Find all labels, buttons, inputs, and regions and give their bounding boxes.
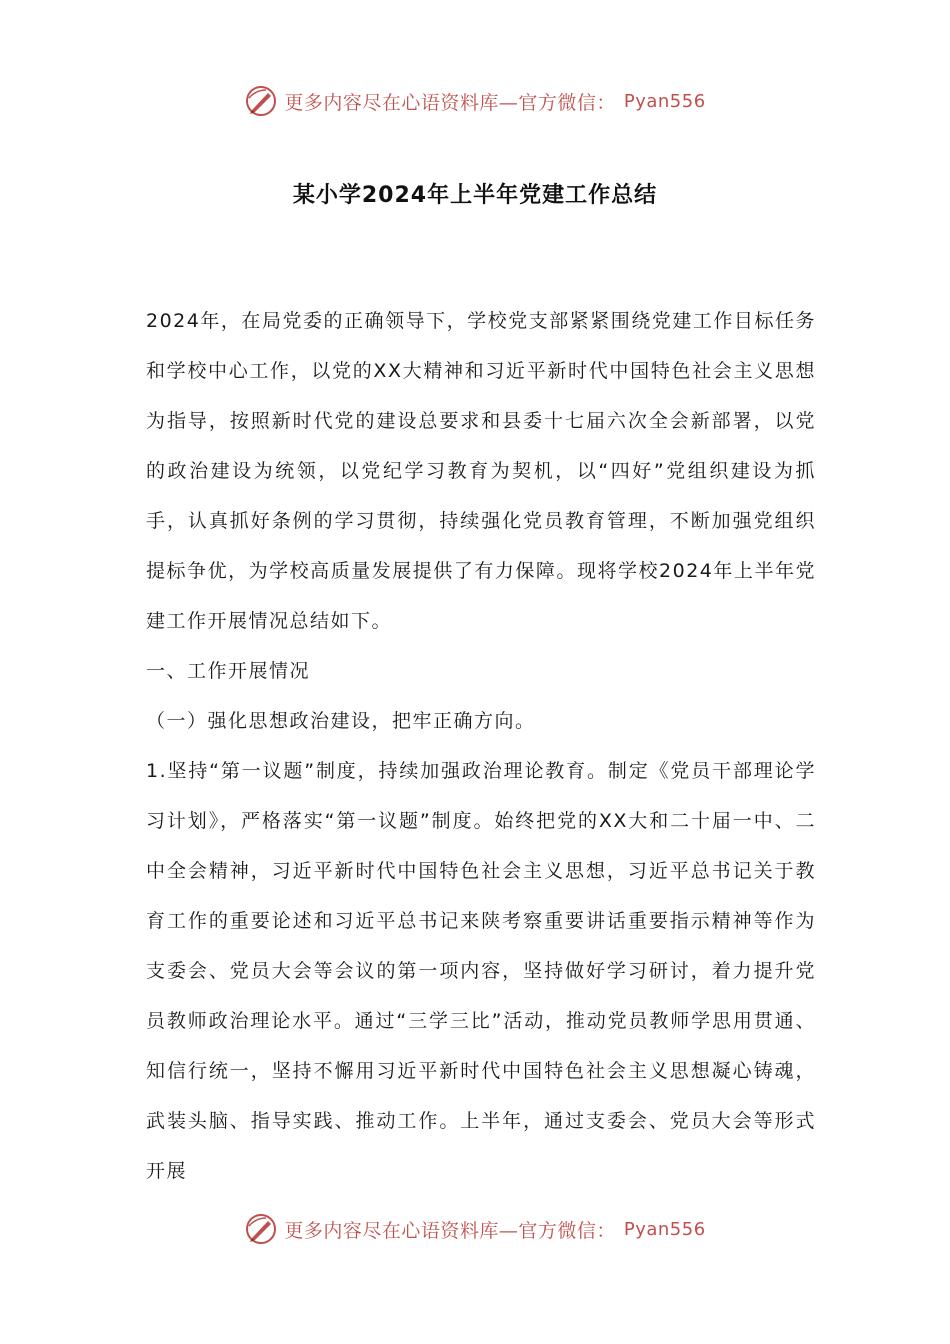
- document-title: 某小学2024年上半年党建工作总结: [292, 183, 658, 208]
- section-heading: 一、工作开展情况: [146, 660, 311, 682]
- subsection-heading: （一）强化思想政治建设，把牢正确方向。: [146, 710, 536, 732]
- pen-logo-icon: [244, 84, 278, 118]
- pen-logo-icon: [244, 1212, 278, 1246]
- intro-paragraph: 2024年，在局党委的正确领导下，学校党支部紧紧围绕党建工作目标任务和学校中心工作，以党的XX大精神和习近平新时代中国特色社会主义思想为指导，按照新时代党的建设总要求和县委十七届六次全会新部署，以党的政治建设为统领，以党纪学习教育为契机，以“四好”党组织建设为抓手，认真抓好条例的学习贯彻，持续强化党员教育管理，不断加强党组织提标争优，为学校高质量发展提供了有力保障。现将学校2024年上半年党建工作开展情况总结如下。: [146, 310, 816, 632]
- watermark-text: 更多内容尽在心语资料库—官方微信：: [284, 1219, 616, 1242]
- watermark-header: [0, 84, 950, 118]
- watermark-wechat-id: Pyan556: [623, 90, 706, 112]
- watermark-footer: [0, 1212, 950, 1246]
- document-body: [146, 296, 816, 1196]
- watermark-wechat-id: Pyan556: [623, 1218, 706, 1240]
- watermark-text: 更多内容尽在心语资料库—官方微信：: [284, 91, 616, 114]
- body-paragraph: 1.坚持“第一议题”制度，持续加强政治理论教育。制定《党员干部理论学习计划》，严格落实“第一议题”制度。始终把党的XX大和二十届一中、二中全会精神，习近平新时代中国特色社会主义思想，习近平总书记关于教育工作的重要论述和习近平总书记来陕考察重要讲话重要指示精神等作为支委会、党员大会等会议的第一项内容，坚持做好学习研讨，着力提升党员教师政治理论水平。通过“三学三比”活动，推动党员教师学思用贯通、知信行统一，坚持不懈用习近平新时代中国特色社会主义思想凝心铸魂，武装头脑、指导实践、推动工作。上半年，通过支委会、党员大会等形式开展: [146, 760, 816, 1182]
